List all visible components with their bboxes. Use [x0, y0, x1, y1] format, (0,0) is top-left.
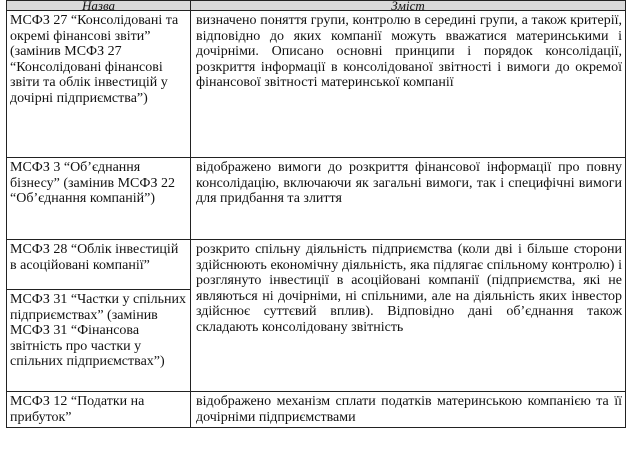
standard-name-cell: МСФЗ 27 “Консолідовані та окремі фінансові звіти” (замінив МСФЗ 27 “Консолідовані фінансові звіти та облік інвестицій у дочірні підприємства”) [7, 11, 191, 158]
standard-content-cell: відображено вимоги до розкриття фінансової інформації про повну консолідацію, включаючи як загальні вимоги, так і специфічні вимоги для придбання та злиття [191, 158, 626, 240]
table-row [7, 240, 626, 290]
header-name: Назва [7, 1, 191, 11]
standard-name-cell: МСФЗ 31 “Частки у спільних підприємствах” (замінив МСФЗ 31 “Фінансова звітність про частки у спільних підприємствах”) [7, 290, 191, 392]
standard-content-cell: відображено механізм сплати податків материнською компанією та її дочірніми підприємствами [191, 392, 626, 428]
standard-name-cell: МСФЗ 28 “Облік інвестицій в асоційовані компанії” [7, 240, 191, 290]
standard-name-cell: МСФЗ 3 “Об’єднання бізнесу” (замінив МСФЗ 22 “Об’єднання компаній”) [7, 158, 191, 240]
table-header-row [7, 1, 626, 11]
table-row [7, 11, 626, 158]
standard-name-cell: МСФЗ 12 “Податки на прибуток” [7, 392, 191, 428]
standard-content-cell: визначено поняття групи, контролю в середині групи, а також критерії, відповідно до яких компанії можуть вважатися материнськими і дочірніми. Описано основні принципи і порядок консолідації, розкриття інформації в консолідованої звітності і вимоги до окремої фінансової звітності материнської компанії [191, 11, 626, 158]
table-row [7, 392, 626, 428]
standard-content-cell: розкрито спільну діяльність підприємства (коли дві і більше сторони здійснюють економічну діяльність, яка підлягає спільному контролю) і розглянуто інвестиції в асоційовані компанії (підприємства, які не являються ні дочірніми, ні спільними, але на діяльність яких інвестор здійснює суттєвий вплив). Відповідно дані об’єднання також складають консолідовану звітність [191, 240, 626, 392]
standards-table [6, 0, 626, 428]
header-content: Зміст [191, 1, 626, 11]
table-row [7, 158, 626, 240]
